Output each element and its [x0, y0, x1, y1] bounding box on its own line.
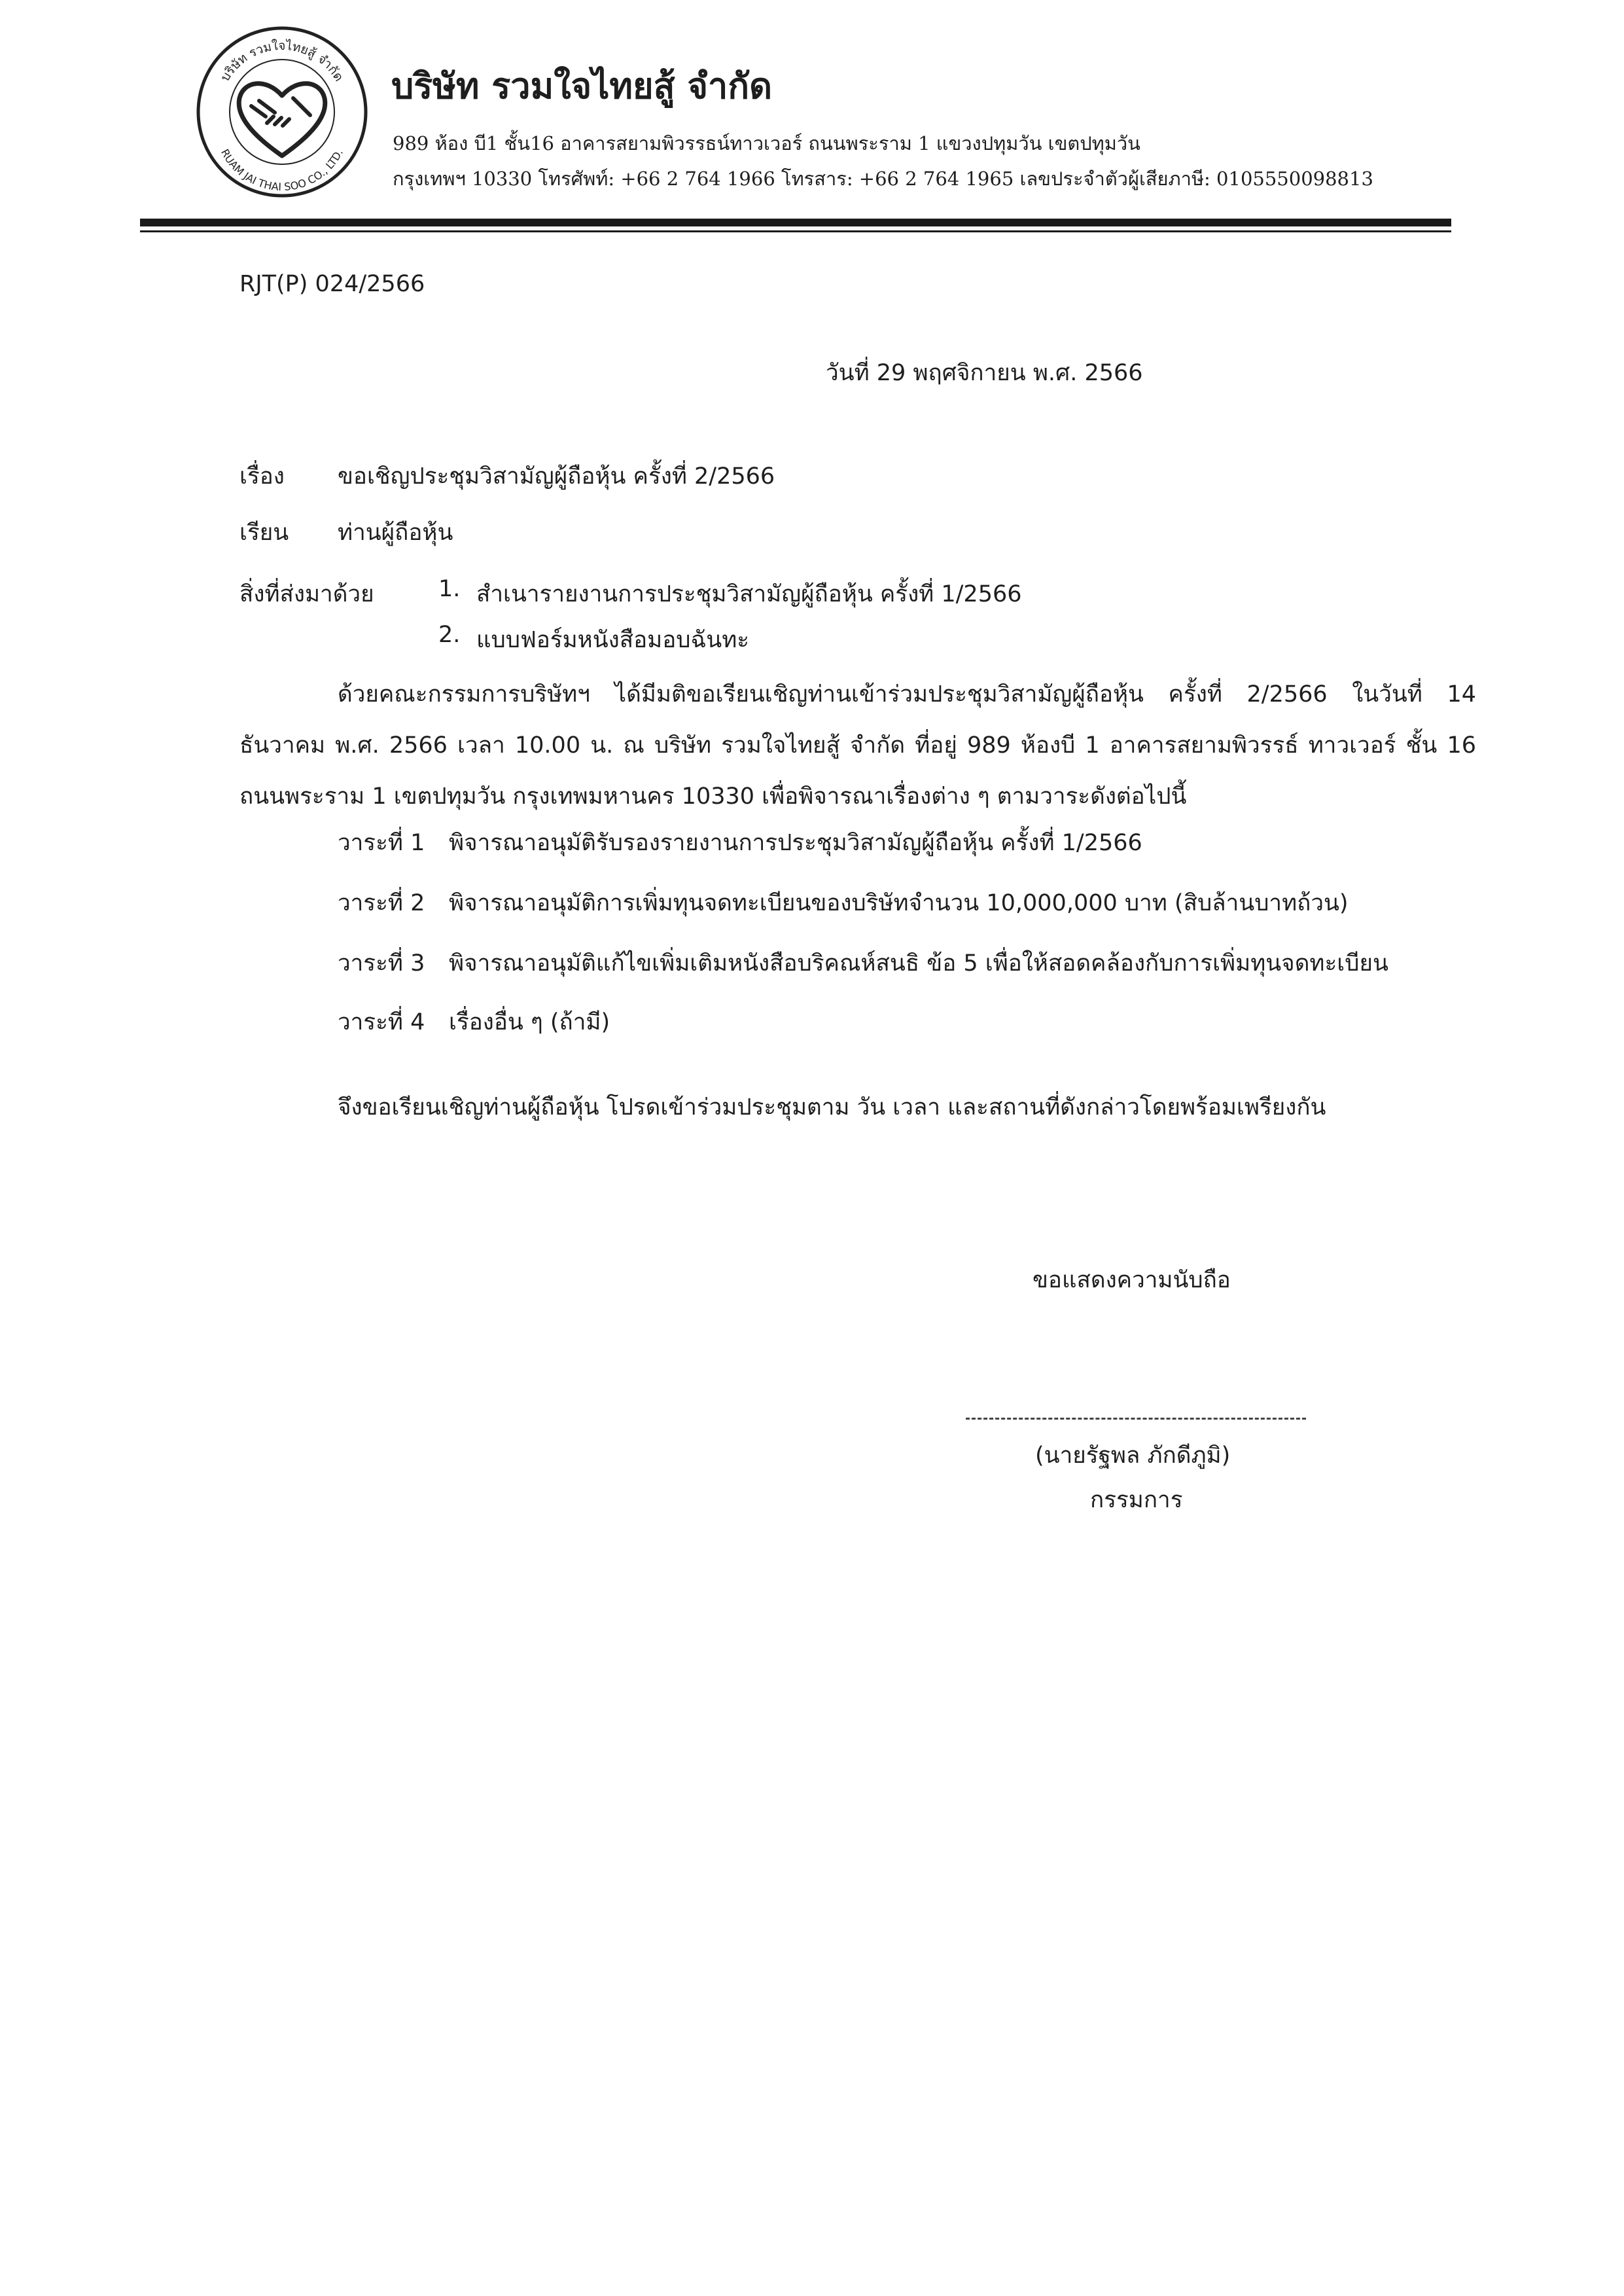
company-name: บริษัท รวมใจไทยสู้ จำกัด: [391, 65, 773, 107]
subject-text: ขอเชิญประชุมวิสามัญผู้ถือหุ้น ครั้งที่ 2/2566: [338, 463, 775, 490]
regards-text: ขอแสดงความนับถือ: [1033, 1267, 1231, 1293]
handshake-heart-icon: [195, 25, 369, 199]
enclosures-label: สิ่งที่ส่งมาด้วย: [239, 581, 374, 607]
subject-label: เรื่อง: [239, 463, 285, 490]
agenda-label: วาระที่ 3: [338, 950, 425, 977]
agenda-label: วาระที่ 1: [338, 830, 425, 856]
agenda-item: เรื่องอื่น ๆ (ถ้ามี): [449, 1009, 610, 1035]
agenda-label: วาระที่ 2: [338, 890, 425, 916]
company-address-line2: กรุงเทพฯ 10330 โทรศัพท์: +66 2 764 1966 โทรสาร: +66 2 764 1965 เลขประจำตัวผู้เสียภาษี: 0105550098813: [393, 168, 1373, 190]
signer-name: (นายรัฐพล ภักดีภูมิ): [1035, 1443, 1231, 1469]
header-divider-thin: [140, 230, 1451, 232]
signature-line: [966, 1418, 1306, 1420]
letter-date: วันที่ 29 พฤศจิกายน พ.ศ. 2566: [826, 360, 1143, 386]
enclosure-item: แบบฟอร์มหนังสือมอบฉันทะ: [476, 627, 750, 653]
enclosure-number: 2.: [438, 622, 461, 648]
company-logo: [195, 25, 369, 199]
enclosure-item: สำเนารายงานการประชุมวิสามัญผู้ถือหุ้น ครั้งที่ 1/2566: [476, 581, 1022, 607]
recipient-label: เรียน: [239, 520, 289, 546]
enclosure-number: 1.: [438, 576, 461, 602]
company-address-line1: 989 ห้อง บี1 ชั้น16 อาคารสยามพิวรรธน์ทาวเวอร์ ถนนพระราม 1 แขวงปทุมวัน เขตปทุมวัน: [393, 132, 1140, 154]
agenda-item: พิจารณาอนุมัติแก้ไขเพิ่มเติมหนังสือบริคณห์สนธิ ข้อ 5 เพื่อให้สอดคล้องกับการเพิ่มทุนจดทะเบียน: [449, 950, 1388, 977]
logo-arc-top-text: บริษัท รวมใจไทยสู้ จำกัด: [217, 38, 347, 84]
agenda-item: พิจารณาอนุมัติรับรองรายงานการประชุมวิสามัญผู้ถือหุ้น ครั้งที่ 1/2566: [449, 830, 1142, 856]
logo-arc-bottom-text: RUAM JAI THAI SOO CO., LTD.: [219, 147, 345, 194]
recipient-text: ท่านผู้ถือหุ้น: [338, 520, 453, 546]
reference-number: RJT(P) 024/2566: [239, 271, 425, 297]
header-divider-thick: [140, 219, 1451, 226]
agenda-item: พิจารณาอนุมัติการเพิ่มทุนจดทะเบียนของบริษัทจำนวน 10,000,000 บาท (สิบล้านบาทถ้วน): [449, 890, 1349, 916]
closing-paragraph: จึงขอเรียนเชิญท่านผู้ถือหุ้น โปรดเข้าร่วมประชุมตาม วัน เวลา และสถานที่ดังกล่าวโดยพร้อมเพรียงกัน: [338, 1094, 1326, 1121]
agenda-label: วาระที่ 4: [338, 1009, 425, 1035]
signer-title: กรรมการ: [1090, 1487, 1183, 1513]
body-paragraph: ด้วยคณะกรรมการบริษัทฯ ได้มีมติขอเรียนเชิญท่านเข้าร่วมประชุมวิสามัญผู้ถือหุ้น ครั้งที่ 2/2566 ในวันที่ 14 ธันวาคม พ.ศ. 2566 เวลา 10.00 น. ณ บริษัท รวมใจไทยสู้ จำกัด ที่อยู่ 989 ห้องบี 1 อาคารสยามพิวรรธ์ ทาวเวอร์ ชั้น 16 ถนนพระราม 1 เขตปทุมวัน กรุงเทพมหานคร 10330 เพื่อพิจารณาเรื่องต่าง ๆ ตามวาระดังต่อไปนี้: [239, 681, 1476, 810]
